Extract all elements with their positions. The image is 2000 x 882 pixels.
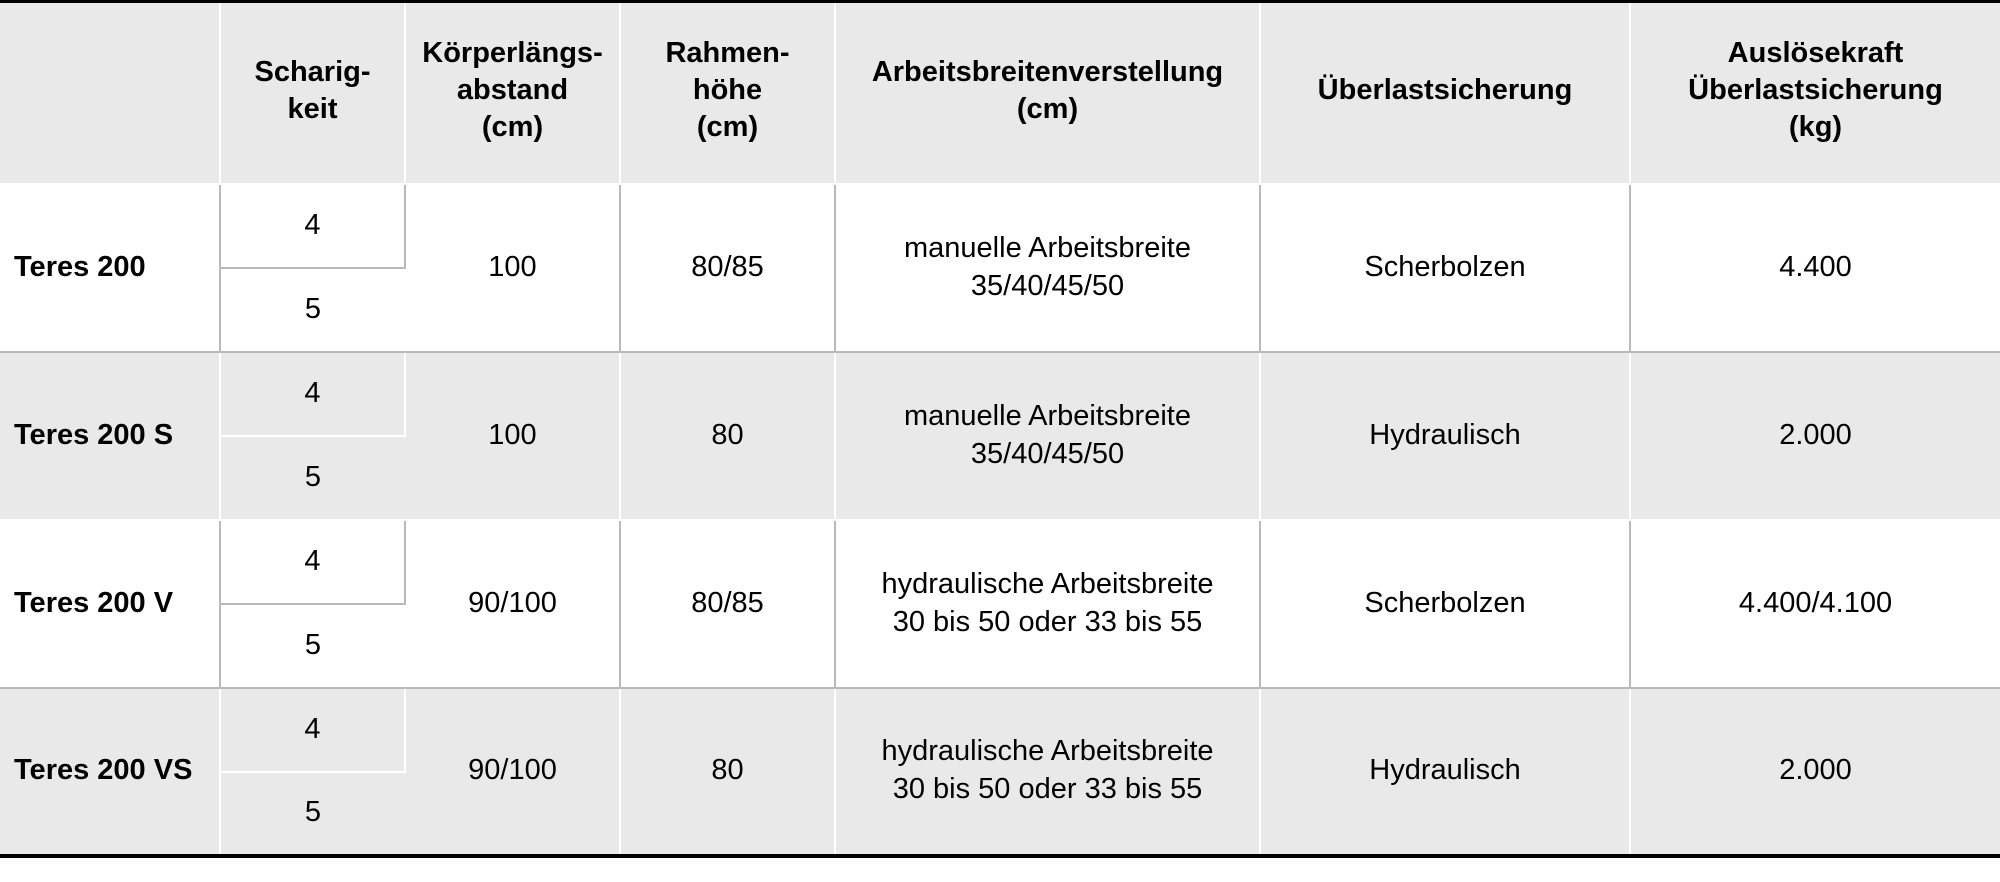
- column-header-frame-height-line2: höhe: [692, 74, 763, 107]
- cell-overload: Scherbolzen: [1260, 520, 1630, 688]
- column-header-working-width: [835, 2, 1260, 184]
- column-header-working-width-line1: Arbeitsbreitenverstellung: [871, 55, 1224, 88]
- cell-working-width: [835, 352, 1260, 520]
- column-header-release-force-line3: (kg): [1788, 111, 1843, 144]
- column-header-overload-line1: Überlastsicherung: [1317, 74, 1573, 107]
- table-row: [0, 688, 2000, 772]
- cell-working-width-line2: 30 bis 50 oder 33 bis 55: [892, 773, 1203, 805]
- cell-working-width-line1: manuelle Arbeitsbreite: [904, 399, 1191, 432]
- column-header-body-distance-line2: abstand: [456, 74, 569, 107]
- cell-release-force: 2.000: [1630, 352, 2000, 520]
- column-header-overload: [1260, 2, 1630, 184]
- cell-working-width: [835, 184, 1260, 352]
- cell-body-distance: 90/100: [405, 520, 620, 688]
- cell-overload: Hydraulisch: [1260, 352, 1630, 520]
- cell-shares: 5: [220, 604, 405, 688]
- table-row: [0, 352, 2000, 436]
- cell-frame-height: 80/85: [620, 184, 835, 352]
- table-body: [0, 184, 2000, 856]
- column-header-shares-line2: keit: [287, 92, 338, 125]
- cell-frame-height: 80/85: [620, 520, 835, 688]
- column-header-shares-line1: Scharig-: [254, 55, 371, 88]
- cell-working-width-line2: 35/40/45/50: [970, 269, 1125, 302]
- column-header-release-force-line1: Auslösekraft: [1727, 37, 1904, 70]
- column-header-body-distance-line1: Körperlängs-: [422, 37, 603, 70]
- cell-release-force: 2.000: [1630, 688, 2000, 856]
- cell-shares: 4: [220, 688, 405, 772]
- table-header-row: [0, 2, 2000, 184]
- column-header-frame-height-line1: Rahmen-: [665, 37, 790, 70]
- cell-body-distance: 100: [405, 352, 620, 520]
- table-row: [0, 184, 2000, 268]
- table-row: [0, 520, 2000, 604]
- cell-working-width: [835, 520, 1260, 688]
- cell-working-width-line1: hydraulische Arbeitsbreite: [881, 735, 1214, 768]
- cell-release-force: 4.400: [1630, 184, 2000, 352]
- column-header-model: [0, 2, 220, 184]
- cell-working-width-line1: manuelle Arbeitsbreite: [904, 231, 1191, 264]
- cell-overload: Hydraulisch: [1260, 688, 1630, 856]
- cell-shares: 4: [220, 352, 405, 436]
- cell-frame-height: 80: [620, 352, 835, 520]
- cell-shares: 5: [220, 268, 405, 352]
- column-header-release-force-line2: Überlastsicherung: [1688, 74, 1943, 107]
- cell-working-width-line2: 30 bis 50 oder 33 bis 55: [892, 605, 1203, 638]
- cell-model: Teres 200 S: [0, 352, 220, 520]
- cell-shares: 5: [220, 772, 405, 856]
- cell-model: Teres 200 V: [0, 520, 220, 688]
- column-header-frame-height-line3: (cm): [696, 111, 759, 144]
- cell-working-width-line2: 35/40/45/50: [970, 437, 1125, 470]
- cell-working-width: [835, 688, 1260, 856]
- cell-release-force: 4.400/4.100: [1630, 520, 2000, 688]
- table-header: [0, 2, 2000, 184]
- cell-body-distance: 100: [405, 184, 620, 352]
- cell-working-width-line1: hydraulische Arbeitsbreite: [881, 567, 1214, 600]
- column-header-frame-height: [620, 2, 835, 184]
- column-header-release-force: [1630, 2, 2000, 184]
- cell-shares: 5: [220, 436, 405, 520]
- column-header-shares: [220, 2, 405, 184]
- cell-model: Teres 200 VS: [0, 688, 220, 856]
- cell-shares: 4: [220, 184, 405, 268]
- cell-overload: Scherbolzen: [1260, 184, 1630, 352]
- column-header-body-distance-line3: (cm): [481, 111, 544, 144]
- cell-shares: 4: [220, 520, 405, 604]
- cell-body-distance: 90/100: [405, 688, 620, 856]
- cell-model: Teres 200: [0, 184, 220, 352]
- cell-frame-height: 80: [620, 688, 835, 856]
- column-header-body-distance: [405, 2, 620, 184]
- column-header-working-width-line2: (cm): [1016, 92, 1079, 125]
